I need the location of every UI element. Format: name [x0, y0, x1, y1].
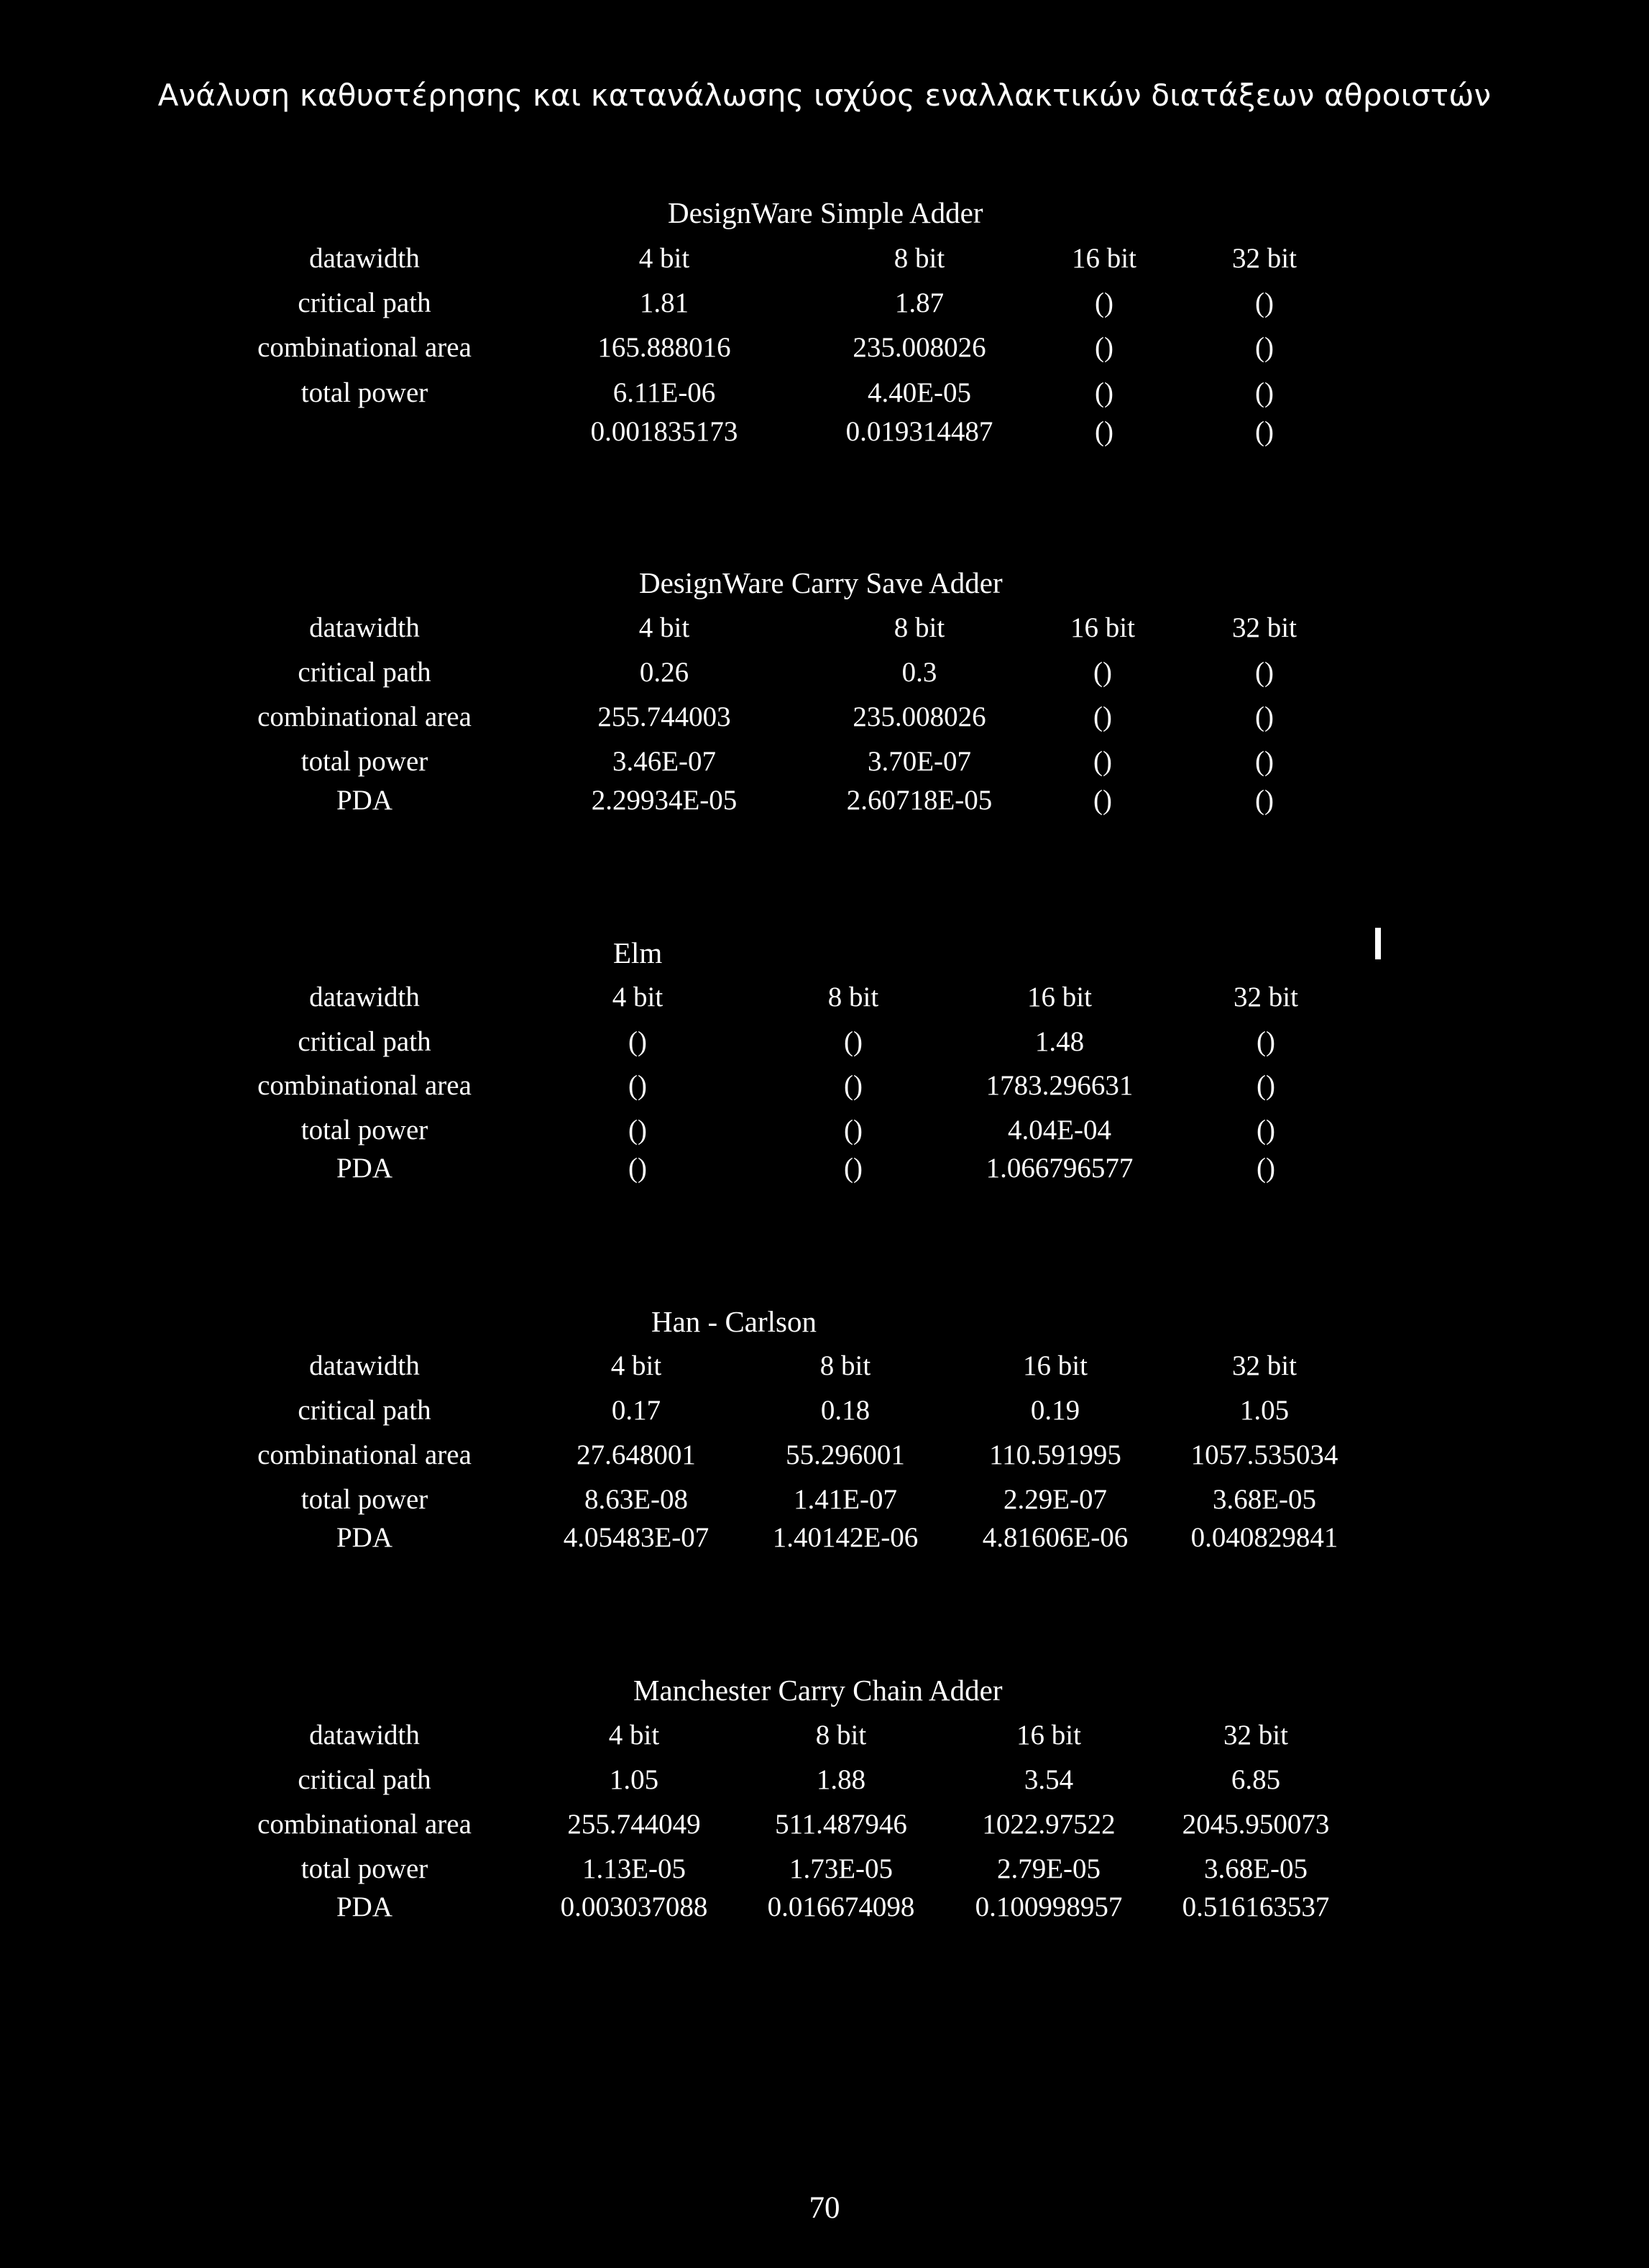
cell-value: 16 bit [1072, 243, 1136, 274]
cell-value: 511.487946 [775, 1809, 907, 1840]
cell-value: 0.17 [611, 1395, 661, 1426]
page-header: Ανάλυση καθυστέρησης και κατανάλωσης ισχύος εναλλακτικών διατάξεων αθροιστών [157, 78, 1492, 113]
cell-value: 4.04E-04 [1007, 1115, 1112, 1145]
cell-value: 4 bit [638, 612, 690, 643]
cell-value: () [1093, 657, 1112, 688]
cell-value: () [1095, 416, 1113, 447]
row-label: critical path [298, 1395, 431, 1426]
cell-value: 6.11E-06 [612, 377, 716, 408]
cell-value: 0.001835173 [590, 416, 738, 447]
cell-value: () [628, 1115, 647, 1145]
cell-value: () [1257, 1070, 1275, 1101]
cell-value: 2.29934E-05 [591, 785, 738, 816]
cell-value: () [1255, 332, 1274, 363]
cell-value: 8 bit [827, 982, 879, 1013]
cell-value: () [1257, 1115, 1275, 1145]
cell-value: 1.73E-05 [789, 1853, 894, 1884]
cell-value: () [1255, 701, 1274, 732]
cell-value: 4.81606E-06 [982, 1522, 1129, 1553]
row-label: combinational area [257, 701, 472, 732]
cell-value: () [844, 1115, 863, 1145]
cell-value: 4 bit [608, 1720, 660, 1751]
cell-value: 1.88 [816, 1764, 866, 1795]
row-label: datawidth [309, 612, 420, 643]
row-label: combinational area [257, 1070, 472, 1101]
cell-value: () [1255, 377, 1274, 408]
cell-value: 16 bit [1016, 1720, 1081, 1751]
page-number: 70 [809, 2191, 840, 2225]
cell-value: 255.744049 [567, 1809, 701, 1840]
table-title: Han - Carlson [651, 1305, 817, 1338]
cell-value: () [1095, 332, 1113, 363]
cell-value: () [1257, 1026, 1275, 1057]
row-label: total power [300, 377, 428, 408]
text-cursor-mark [1375, 928, 1381, 959]
cell-value: 255.744003 [597, 701, 731, 732]
row-label: combinational area [257, 1809, 472, 1840]
cell-value: 4.40E-05 [867, 377, 972, 408]
cell-value: 0.19 [1030, 1395, 1080, 1426]
cell-value: 1.48 [1034, 1026, 1085, 1057]
row-label: datawidth [309, 1350, 420, 1381]
cell-value: 2.60718E-05 [846, 785, 993, 816]
cell-value: 8 bit [815, 1720, 867, 1751]
table-title: Manchester Carry Chain Adder [633, 1674, 1003, 1707]
row-label: critical path [298, 657, 431, 688]
row-label: PDA [336, 1522, 393, 1553]
cell-value: 32 bit [1232, 1350, 1297, 1381]
row-label: PDA [336, 785, 393, 816]
cell-value: 3.54 [1024, 1764, 1074, 1795]
cell-value: () [1093, 785, 1112, 816]
cell-value: 165.888016 [597, 332, 731, 363]
cell-value: () [1093, 746, 1112, 777]
cell-value: 110.591995 [989, 1439, 1121, 1470]
cell-value: 1.05 [1239, 1395, 1290, 1426]
row-label: datawidth [309, 1720, 420, 1751]
cell-value: 235.008026 [853, 701, 986, 732]
cell-value: 1.066796577 [986, 1153, 1134, 1184]
cell-value: () [628, 1070, 647, 1101]
cell-value: () [1093, 701, 1112, 732]
row-label: critical path [298, 1026, 431, 1057]
cell-value: 0.100998957 [975, 1891, 1123, 1922]
row-label: critical path [298, 1764, 431, 1795]
cell-value: 16 bit [1023, 1350, 1088, 1381]
cell-value: 16 bit [1070, 612, 1135, 643]
cell-value: 1.87 [894, 287, 945, 318]
row-label: PDA [336, 1153, 393, 1184]
row-label: PDA [336, 1891, 393, 1922]
cell-value: 1.41E-07 [793, 1484, 898, 1515]
cell-value: 27.648001 [577, 1439, 696, 1470]
row-label: total power [300, 746, 428, 777]
cell-value: () [1255, 746, 1274, 777]
cell-value: () [628, 1026, 647, 1057]
table-title: Elm [613, 936, 663, 969]
cell-value: 1783.296631 [986, 1070, 1134, 1101]
row-label: critical path [298, 287, 431, 318]
row-label: datawidth [309, 243, 420, 274]
cell-value: 0.016674098 [767, 1891, 915, 1922]
row-label: total power [300, 1115, 428, 1145]
cell-value: 32 bit [1234, 982, 1298, 1013]
cell-value: () [628, 1153, 647, 1184]
cell-value: 0.26 [639, 657, 689, 688]
cell-value: () [1255, 287, 1274, 318]
cell-value: 32 bit [1232, 243, 1297, 274]
row-label: datawidth [309, 982, 420, 1013]
row-label: total power [300, 1484, 428, 1515]
cell-value: 32 bit [1232, 612, 1297, 643]
cell-value: 8 bit [894, 243, 945, 274]
cell-value: 3.70E-07 [867, 746, 972, 777]
cell-value: 0.003037088 [560, 1891, 708, 1922]
cell-value: 8 bit [894, 612, 945, 643]
row-label: combinational area [257, 332, 472, 363]
cell-value: 2.29E-07 [1003, 1484, 1108, 1515]
table-title: DesignWare Carry Save Adder [639, 566, 1003, 599]
cell-value: 3.46E-07 [612, 746, 717, 777]
cell-value: () [1095, 377, 1113, 408]
cell-value: () [1095, 287, 1113, 318]
cell-value: 55.296001 [786, 1439, 905, 1470]
cell-value: () [844, 1070, 863, 1101]
table-title: DesignWare Simple Adder [668, 196, 983, 229]
cell-value: 2.79E-05 [996, 1853, 1101, 1884]
cell-value: () [844, 1026, 863, 1057]
cell-value: 0.516163537 [1182, 1891, 1330, 1922]
cell-value: 8.63E-08 [584, 1484, 689, 1515]
cell-value: () [1257, 1153, 1275, 1184]
cell-value: 6.85 [1231, 1764, 1281, 1795]
cell-value: 1022.97522 [982, 1809, 1116, 1840]
cell-value: 16 bit [1027, 982, 1092, 1013]
cell-value: 1057.535034 [1190, 1439, 1338, 1470]
cell-value: 0.3 [901, 657, 937, 688]
cell-value: 3.68E-05 [1212, 1484, 1317, 1515]
cell-value: 1.81 [639, 287, 689, 318]
cell-value: 0.040829841 [1190, 1522, 1338, 1553]
cell-value: () [844, 1153, 863, 1184]
cell-value: 4.05483E-07 [563, 1522, 709, 1553]
cell-value: 4 bit [610, 1350, 662, 1381]
cell-value: () [1255, 657, 1274, 688]
cell-value: () [1255, 785, 1274, 816]
cell-value: 8 bit [819, 1350, 871, 1381]
cell-value: 4 bit [638, 243, 690, 274]
cell-value: 1.40142E-06 [772, 1522, 919, 1553]
cell-value: 32 bit [1223, 1720, 1288, 1751]
cell-value: () [1255, 416, 1274, 447]
cell-value: 3.68E-05 [1203, 1853, 1308, 1884]
cell-value: 1.13E-05 [582, 1853, 686, 1884]
cell-value: 235.008026 [853, 332, 986, 363]
cell-value: 4 bit [612, 982, 663, 1013]
row-label: total power [300, 1853, 428, 1884]
cell-value: 0.18 [820, 1395, 871, 1426]
cell-value: 0.019314487 [845, 416, 993, 447]
row-label: combinational area [257, 1439, 472, 1470]
cell-value: 2045.950073 [1182, 1809, 1330, 1840]
cell-value: 1.05 [609, 1764, 659, 1795]
